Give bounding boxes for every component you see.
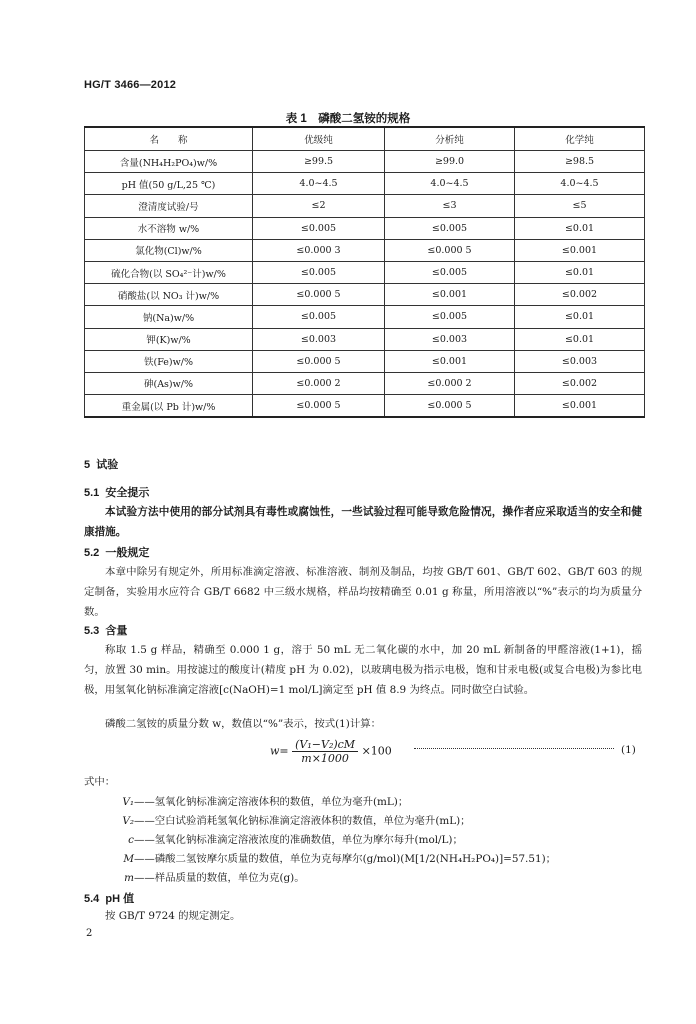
table-header-row xyxy=(85,127,645,151)
value-cell: ≤0.005 xyxy=(253,261,385,283)
section-5-heading xyxy=(84,456,118,472)
value-cell: ≤0.002 xyxy=(515,372,645,394)
value-cell: ≥99.0 xyxy=(385,151,515,173)
value-cell: ≤0.01 xyxy=(515,328,645,350)
symbol-description: ——氢氧化钠标准滴定溶液浓度的准确数值，单位为摩尔每升(mol/L)； xyxy=(134,834,463,846)
value-cell: ≤0.01 xyxy=(515,306,645,328)
formula-number: (1) xyxy=(621,744,636,756)
row-label-cell: 水不溶物 w/% xyxy=(85,217,253,239)
section-title: 试验 xyxy=(96,459,119,471)
section-5-2-text: 本章中除另有规定外，所用标准滴定溶液、标准溶液、制剂及制品，均按 GB/T 601、GB/T 602、GB/T 603 的规定制备，实验用水应符合 GB/T 6682 中三级水规格，样品均按精确至 0.01 g 称量，所用溶液以“%”表示的均为质量分数。 xyxy=(84,566,642,618)
column-header: 化学纯 xyxy=(515,127,645,151)
value-cell: ≤0.003 xyxy=(385,328,515,350)
value-cell: ≤0.003 xyxy=(253,328,385,350)
column-header: 优级纯 xyxy=(253,127,385,151)
value-cell: ≤0.000 2 xyxy=(385,372,515,394)
symbol: M xyxy=(123,853,134,865)
row-label-cell: 硫化合物(以 SO₄²⁻计)w/% xyxy=(85,261,253,283)
value-cell: ≤0.005 xyxy=(385,306,515,328)
value-cell: ≤0.001 xyxy=(515,239,645,261)
table-row xyxy=(85,395,645,418)
symbol-description: ——磷酸二氢铵摩尔质量的数值，单位为克每摩尔(g/mol)(M[1/2(NH₄H₂PO₄)]=57.51)； xyxy=(134,853,557,865)
table-row xyxy=(85,306,645,328)
document-header: HG/T 3466—2012 xyxy=(84,79,177,91)
section-title: 一般规定 xyxy=(105,547,150,559)
value-cell: ≤0.005 xyxy=(253,217,385,239)
formula-1 xyxy=(270,738,392,765)
row-label-cell: 含量(NH₄H₂PO₄)w/% xyxy=(85,151,253,173)
value-cell: 4.0~4.5 xyxy=(253,173,385,195)
value-cell: ≥98.5 xyxy=(515,151,645,173)
table-row xyxy=(85,173,645,195)
symbol-definition xyxy=(104,868,305,888)
symbol-definition xyxy=(104,792,408,812)
section-5-1-heading xyxy=(84,484,149,500)
value-cell: ≤0.000 5 xyxy=(253,284,385,306)
table-row xyxy=(85,195,645,217)
table-row xyxy=(85,350,645,372)
symbol: c xyxy=(128,834,134,846)
section-5-2-heading xyxy=(84,544,149,560)
section-5-4-heading xyxy=(84,890,134,906)
value-cell: ≤0.000 5 xyxy=(253,350,385,372)
formula-numerator: (V₁−V₂)cM xyxy=(292,738,358,752)
column-header: 分析纯 xyxy=(385,127,515,151)
section-number: 5 xyxy=(84,459,91,471)
value-cell: ≤0.005 xyxy=(385,261,515,283)
section-number: 5.2 xyxy=(84,547,100,559)
symbol: m xyxy=(124,872,134,884)
value-cell: 4.0~4.5 xyxy=(385,173,515,195)
column-header: 名 称 xyxy=(85,127,253,151)
section-5-3-text-2: 磷酸二氢铵的质量分数 w，数值以“%”表示，按式(1)计算： xyxy=(105,718,382,730)
section-number: 5.1 xyxy=(84,487,100,499)
value-cell: ≤0.000 5 xyxy=(385,395,515,418)
section-5-4-text: 按 GB/T 9724 的规定测定。 xyxy=(105,910,241,922)
value-cell: ≤5 xyxy=(515,195,645,217)
row-label-cell: 铁(Fe)w/% xyxy=(85,350,253,372)
symbol-description: ——样品质量的数值，单位为克(g)。 xyxy=(134,872,305,884)
row-label-cell: pH 值(50 g/L,25 ℃) xyxy=(85,173,253,195)
symbol-definition xyxy=(104,830,463,850)
value-cell: ≤0.001 xyxy=(515,395,645,418)
value-cell: ≤0.001 xyxy=(385,284,515,306)
section-title: 含量 xyxy=(105,625,128,637)
row-label-cell: 钠(Na)w/% xyxy=(85,306,253,328)
value-cell: ≤0.000 2 xyxy=(253,372,385,394)
symbol-definition xyxy=(104,849,556,869)
table-row xyxy=(85,151,645,173)
value-cell: ≤0.001 xyxy=(385,350,515,372)
table-row xyxy=(85,217,645,239)
formula-leader-dots xyxy=(414,742,614,749)
value-cell: ≤0.003 xyxy=(515,350,645,372)
table-caption: 表 1 磷酸二氢铵的规格 xyxy=(285,113,411,125)
section-5-3-heading xyxy=(84,622,127,638)
section-title: 安全提示 xyxy=(105,487,150,499)
table-row xyxy=(85,261,645,283)
table-row xyxy=(85,372,645,394)
row-label-cell: 重金属(以 Pb 计)w/% xyxy=(85,395,253,418)
section-title: pH 值 xyxy=(105,893,135,905)
table-row xyxy=(85,239,645,261)
value-cell: ≤0.000 5 xyxy=(385,239,515,261)
value-cell: ≤0.005 xyxy=(385,217,515,239)
row-label-cell: 钾(K)w/% xyxy=(85,328,253,350)
symbol-description: ——氢氧化钠标准滴定溶液体积的数值，单位为毫升(mL)； xyxy=(134,796,409,808)
section-5-1-text: 本试验方法中使用的部分试剂具有毒性或腐蚀性，一些试验过程可能导致危险情况，操作者应采取适当的安全和健康措施。 xyxy=(84,506,642,538)
value-cell: ≤3 xyxy=(385,195,515,217)
row-label-cell: 氯化物(Cl)w/% xyxy=(85,239,253,261)
value-cell: ≤0.000 5 xyxy=(253,395,385,418)
table-row xyxy=(85,328,645,350)
value-cell: ≤0.01 xyxy=(515,217,645,239)
formula-fraction xyxy=(292,738,358,765)
section-number: 5.3 xyxy=(84,625,100,637)
section-number: 5.4 xyxy=(84,893,100,905)
table-row xyxy=(85,284,645,306)
row-label-cell: 硝酸盐(以 NO₃ 计)w/% xyxy=(85,284,253,306)
formula-denominator: m×1000 xyxy=(301,752,349,765)
where-label: 式中： xyxy=(84,776,116,788)
value-cell: ≤0.000 3 xyxy=(253,239,385,261)
formula-rhs: ×100 xyxy=(361,744,392,758)
value-cell: ≤0.01 xyxy=(515,261,645,283)
symbol-description: ——空白试验消耗氢氧化钠标准滴定溶液体积的数值，单位为毫升(mL)； xyxy=(134,815,471,827)
value-cell: 4.0~4.5 xyxy=(515,173,645,195)
symbol: V₂ xyxy=(122,815,134,827)
formula-lhs: w= xyxy=(270,744,289,758)
row-label-cell: 澄清度试验/号 xyxy=(85,195,253,217)
row-label-cell: 砷(As)w/% xyxy=(85,372,253,394)
value-cell: ≤0.002 xyxy=(515,284,645,306)
page-number: 2 xyxy=(86,928,93,939)
value-cell: ≤0.005 xyxy=(253,306,385,328)
value-cell: ≥99.5 xyxy=(253,151,385,173)
spec-table xyxy=(84,126,645,418)
symbol-definition xyxy=(104,811,471,831)
value-cell: ≤2 xyxy=(253,195,385,217)
symbol: V₁ xyxy=(122,796,134,808)
section-5-3-text: 称取 1.5 g 样品，精确至 0.000 1 g，溶于 50 mL 无二氧化碳的水中，加 20 mL 新制备的甲醛溶液(1+1)，摇匀，放置 30 min。用按滤过的酸度计(精度 pH 为 0.02)，以玻璃电极为指示电极，饱和甘汞电极(或复合电极)为参比电极，用氢氧化钠标准滴定溶液[c(NaOH)=1 mol/L]滴定至 pH 值 8.9 为终点。同时做空白试验。 xyxy=(84,644,642,696)
